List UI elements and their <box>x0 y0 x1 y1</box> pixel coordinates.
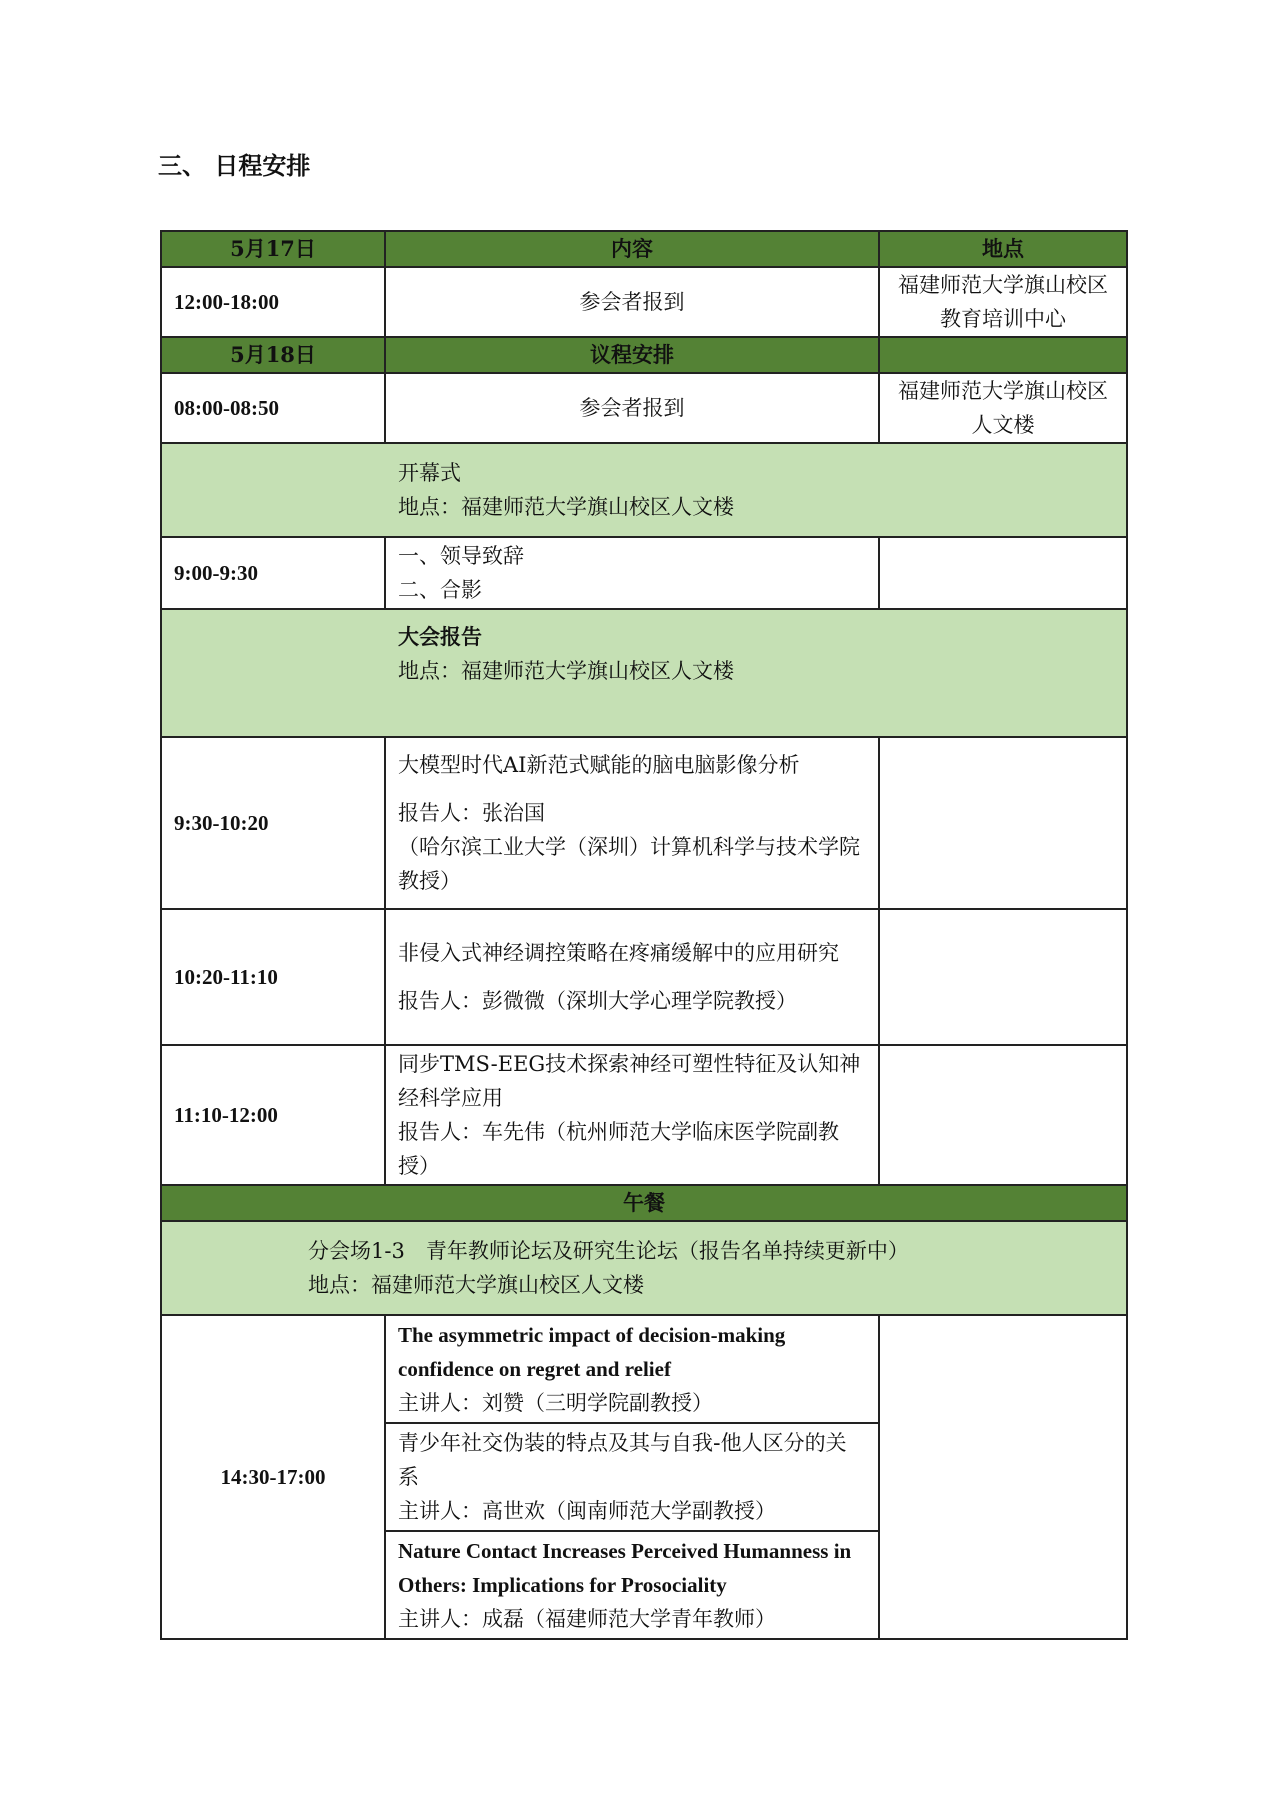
talk-speaker: 报告人：车先伟（杭州师范大学临床医学院副教授） <box>398 1120 839 1178</box>
location-cell <box>879 537 1127 609</box>
session-talk-speaker: 主讲人：刘赞（三明学院副教授） <box>398 1391 713 1415</box>
location-cell <box>879 909 1127 1045</box>
session-talk-title: The asymmetric impact of decision-making confidence on regret and relief <box>398 1323 786 1381</box>
talk-cell <box>385 909 879 1045</box>
content-column-header: 内容 <box>385 231 879 267</box>
day2-date: 5月18日 <box>161 337 385 373</box>
agenda-item: 一、领导致辞 <box>398 544 524 568</box>
location-cell <box>879 737 1127 909</box>
talk-row <box>161 909 1127 1045</box>
session-location: 地点：福建师范大学旗山校区人文楼 <box>308 1273 644 1297</box>
empty-header-cell <box>879 337 1127 373</box>
session-talk-speaker: 主讲人：成磊（福建师范大学青年教师） <box>398 1607 776 1631</box>
talk-speaker: 报告人：张治国 <box>398 801 545 825</box>
opening-items-cell <box>385 537 879 609</box>
lunch-row <box>161 1185 1127 1221</box>
talk-affiliation: （哈尔滨工业大学（深圳）计算机科学与技术学院教授） <box>398 835 860 893</box>
location-cell: 福建师范大学旗山校区教育培训中心 <box>879 267 1127 337</box>
day1-header-row <box>161 231 1127 267</box>
time-cell: 11:10-12:00 <box>161 1045 385 1185</box>
session-talk-title: 青少年社交伪装的特点及其与自我-他人区分的关系 <box>398 1431 847 1489</box>
time-cell: 08:00-08:50 <box>161 373 385 443</box>
talk-title: 同步TMS-EEG技术探索神经可塑性特征及认知神经科学应用 <box>398 1052 861 1110</box>
opening-agenda-row <box>161 537 1127 609</box>
section-heading: 三、 日程安排 <box>158 152 311 180</box>
talk-row <box>161 1045 1127 1185</box>
talk-row <box>161 737 1127 909</box>
session-talks-row <box>161 1315 1127 1639</box>
time-cell: 9:30-10:20 <box>161 737 385 909</box>
talk-speaker: 报告人：彭微微（深圳大学心理学院教授） <box>398 989 797 1013</box>
talk-cell <box>385 1045 879 1185</box>
talk-title: 非侵入式神经调控策略在疼痛缓解中的应用研究 <box>398 941 839 965</box>
opening-location: 地点：福建师范大学旗山校区人文楼 <box>398 495 734 519</box>
location-cell <box>879 1045 1127 1185</box>
agenda-item: 二、合影 <box>398 578 482 602</box>
opening-section-row <box>161 443 1127 537</box>
checkin-row-day2 <box>161 373 1127 443</box>
session-talk <box>386 1532 878 1638</box>
talk-cell <box>385 737 879 909</box>
lunch-label: 午餐 <box>161 1185 1127 1221</box>
session-talk <box>386 1316 878 1424</box>
location-cell <box>879 1315 1127 1639</box>
content-cell: 参会者报到 <box>385 373 879 443</box>
day2-header-row <box>161 337 1127 373</box>
time-cell: 12:00-18:00 <box>161 267 385 337</box>
session-title: 分会场1-3 青年教师论坛及研究生论坛（报告名单持续更新中） <box>308 1239 909 1263</box>
plenary-title: 大会报告 <box>398 625 482 649</box>
content-cell: 参会者报到 <box>385 267 879 337</box>
opening-title: 开幕式 <box>398 461 461 485</box>
time-cell: 14:30-17:00 <box>161 1315 385 1639</box>
time-cell: 9:00-9:30 <box>161 537 385 609</box>
time-cell: 10:20-11:10 <box>161 909 385 1045</box>
day1-date: 5月17日 <box>161 231 385 267</box>
plenary-section-row <box>161 609 1127 737</box>
session-talk <box>386 1424 878 1532</box>
session-talks-cell <box>385 1315 879 1639</box>
session-section-row <box>161 1221 1127 1315</box>
session-talk-title: Nature Contact Increases Perceived Humanness in Others: Implications for Prosociality <box>398 1539 852 1597</box>
checkin-row-day1 <box>161 267 1127 337</box>
schedule-table <box>160 230 1128 1640</box>
location-cell: 福建师范大学旗山校区人文楼 <box>879 373 1127 443</box>
session-talk-speaker: 主讲人：高世欢（闽南师范大学副教授） <box>398 1499 776 1523</box>
plenary-location: 地点：福建师范大学旗山校区人文楼 <box>398 659 734 683</box>
agenda-column-header: 议程安排 <box>385 337 879 373</box>
talk-title: 大模型时代AI新范式赋能的脑电脑影像分析 <box>398 753 800 777</box>
location-column-header: 地点 <box>879 231 1127 267</box>
